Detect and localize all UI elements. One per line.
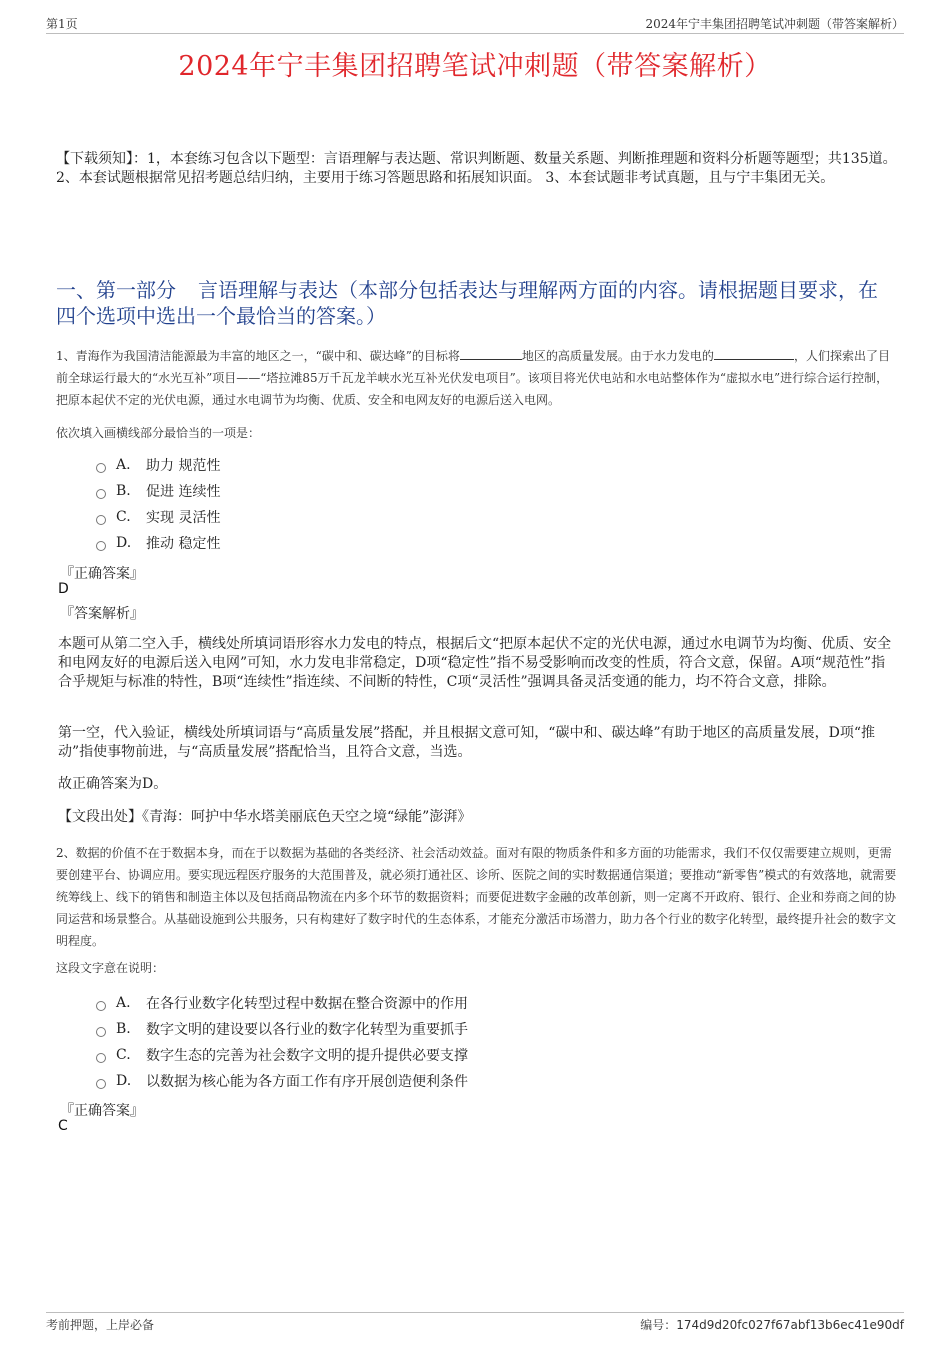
question-1-text <box>56 345 898 411</box>
question-1-conclusion: 故正确答案为D。 <box>58 776 168 792</box>
header-doc-title: 2024年宁丰集团招聘笔试冲刺题（带答案解析） <box>645 17 904 31</box>
question-2-option-c[interactable] <box>96 1042 468 1068</box>
option-text: 在各行业数字化转型过程中数据在整合资源中的作用 <box>146 996 468 1012</box>
question-2-answer: C <box>58 1118 68 1134</box>
question-2-option-a[interactable] <box>96 990 468 1016</box>
radio-icon[interactable] <box>96 1079 106 1089</box>
option-text: 数字生态的完善为社会数字文明的提升提供必要支撑 <box>146 1048 468 1064</box>
page-number: 第1页 <box>46 17 78 31</box>
question-1-option-c[interactable] <box>96 504 220 530</box>
option-text: 助力 规范性 <box>146 458 221 474</box>
option-letter: D. <box>116 1073 132 1089</box>
question-1-answer: D <box>58 581 69 597</box>
question-2-option-b[interactable] <box>96 1016 468 1042</box>
question-1-option-a[interactable] <box>96 452 220 478</box>
radio-icon[interactable] <box>96 541 106 551</box>
section-name: 一、第一部分 <box>56 278 176 302</box>
option-letter: A. <box>116 457 131 473</box>
question-2-option-d[interactable] <box>96 1068 468 1094</box>
question-1-source: 【文段出处】《青海：呵护中华水塔美丽底色天空之境“绿能”澎湃》 <box>58 809 472 825</box>
download-notice: 【下载须知】：1，本套练习包含以下题型：言语理解与表达题、常识判断题、数量关系题、判断推理题和资料分析题等题型；共135道。 2、本套试题根据常见招考题总结归纳，主要用于练习答题思路和拓展知识面。 3、本套试题非考试真题，且与宁丰集团无关。 <box>56 151 897 186</box>
option-text: 推动 稳定性 <box>146 536 221 552</box>
option-letter: C. <box>116 1047 131 1063</box>
radio-icon[interactable] <box>96 463 106 473</box>
question-1-analysis-paragraph: 本题可从第二空入手，横线处所填词语形容水力发电的特点，根据后文“把原本起伏不定的光伏电源，通过水电调节为均衡、优质、安全和电网友好的电源后送入电网”可知，水力发电非常稳定，D项“稳定性”指不易受影响而改变的性质，符合文意，保留。A项“规范性”指合乎规矩与标准的特性，B项“连续性”指连续、不间断的特性，C项“灵活性”强调具备灵活变通的能力，均不符合文意，排除。 <box>58 636 892 690</box>
option-text: 实现 灵活性 <box>146 510 221 526</box>
question-1-option-d[interactable] <box>96 530 220 556</box>
question-1-prompt: 依次填入画横线部分最恰当的一项是： <box>56 426 261 440</box>
footer-code <box>640 1316 904 1333</box>
fill-blank <box>460 346 522 360</box>
question-2-answer-label: 『正确答案』 <box>60 1103 144 1119</box>
option-letter: B. <box>116 483 131 499</box>
question-1-text-part: 地区的高质量发展。由于水力发电的 <box>521 349 714 363</box>
section-heading <box>56 277 896 329</box>
section-description: 言语理解与表达（本部分包括表达与理解两方面的内容。请根据题目要求，在四个选项中选出一个最恰当的答案。） <box>56 278 878 328</box>
question-1-answer-label: 『正确答案』 <box>60 566 144 582</box>
question-2-options <box>96 990 468 1094</box>
footer-code-label: 编号： <box>640 1318 677 1332</box>
radio-icon[interactable] <box>96 1027 106 1037</box>
option-text: 促进 连续性 <box>146 484 221 500</box>
footer-code-value: 174d9d20fc027f67abf13b6ec41e90df <box>676 1318 904 1332</box>
radio-icon[interactable] <box>96 1001 106 1011</box>
option-letter: D. <box>116 535 132 551</box>
question-1-option-b[interactable] <box>96 478 220 504</box>
question-1-analysis-paragraph: 第一空，代入验证，横线处所填词语与“高质量发展”搭配，并且根据文意可知，“碳中和、碳达峰”有助于地区的高质量发展，D项“推动”指使事物前进，与“高质量发展”搭配恰当，且符合文意，当选。 <box>58 725 876 760</box>
question-1-text-part: 1、青海作为我国清洁能源最为丰富的地区之一，“碳中和、碳达峰”的目标将 <box>56 349 460 363</box>
page-title: 2024年宁丰集团招聘笔试冲刺题（带答案解析） <box>178 51 772 82</box>
question-1-options <box>96 452 220 556</box>
question-2-prompt: 这段文字意在说明： <box>56 961 165 975</box>
option-letter: B. <box>116 1021 131 1037</box>
option-letter: C. <box>116 509 131 525</box>
radio-icon[interactable] <box>96 515 106 525</box>
option-text: 以数据为核心能为各方面工作有序开展创造便利条件 <box>146 1074 468 1090</box>
question-1-text-part: ，人们探索出了目前全球运行最大的“水光互补”项目——“塔拉滩85万千瓦龙羊峡水光互补光伏发电项目”。该项目将光伏电站和水电站整体作为“虚拟水电”进行综合运行控制，把原本起伏不定的光伏电源，通过水电调节为均衡、优质、安全和电网友好的电源后送入电网。 <box>56 349 890 407</box>
question-2-text: 2、数据的价值不在于数据本身，而在于以数据为基础的各类经济、社会活动效益。面对有限的物质条件和多方面的功能需求，我们不仅仅需要建立规则，更需要创建平台、协调应用。要实现远程医疗服务的大范围普及，就必须打通社区、诊所、医院之间的实时数据通信渠道；要推动“新零售”模式的有效落地，就需要统筹线上、线下的销售和制造主体以及包括商品物流在内多个环节的数据资料；而要促进数字金融的改革创新，则一定离不开政府、银行、企业和券商之间的协同运营和场景整合。从基础设施到公共服务，只有构建好了数字时代的生态体系，才能充分激活市场潜力，助力各个行业的数字化转型，最终提升社会的数字文明程度。 <box>56 846 897 948</box>
page-header <box>46 15 904 34</box>
radio-icon[interactable] <box>96 489 106 499</box>
question-1-analysis-label: 『答案解析』 <box>60 606 144 622</box>
fill-blank <box>714 346 794 360</box>
page-footer <box>46 1312 904 1335</box>
footer-slogan: 考前押题，上岸必备 <box>46 1318 155 1332</box>
radio-icon[interactable] <box>96 1053 106 1063</box>
option-text: 数字文明的建设要以各行业的数字化转型为重要抓手 <box>146 1022 468 1038</box>
option-letter: A. <box>116 995 131 1011</box>
